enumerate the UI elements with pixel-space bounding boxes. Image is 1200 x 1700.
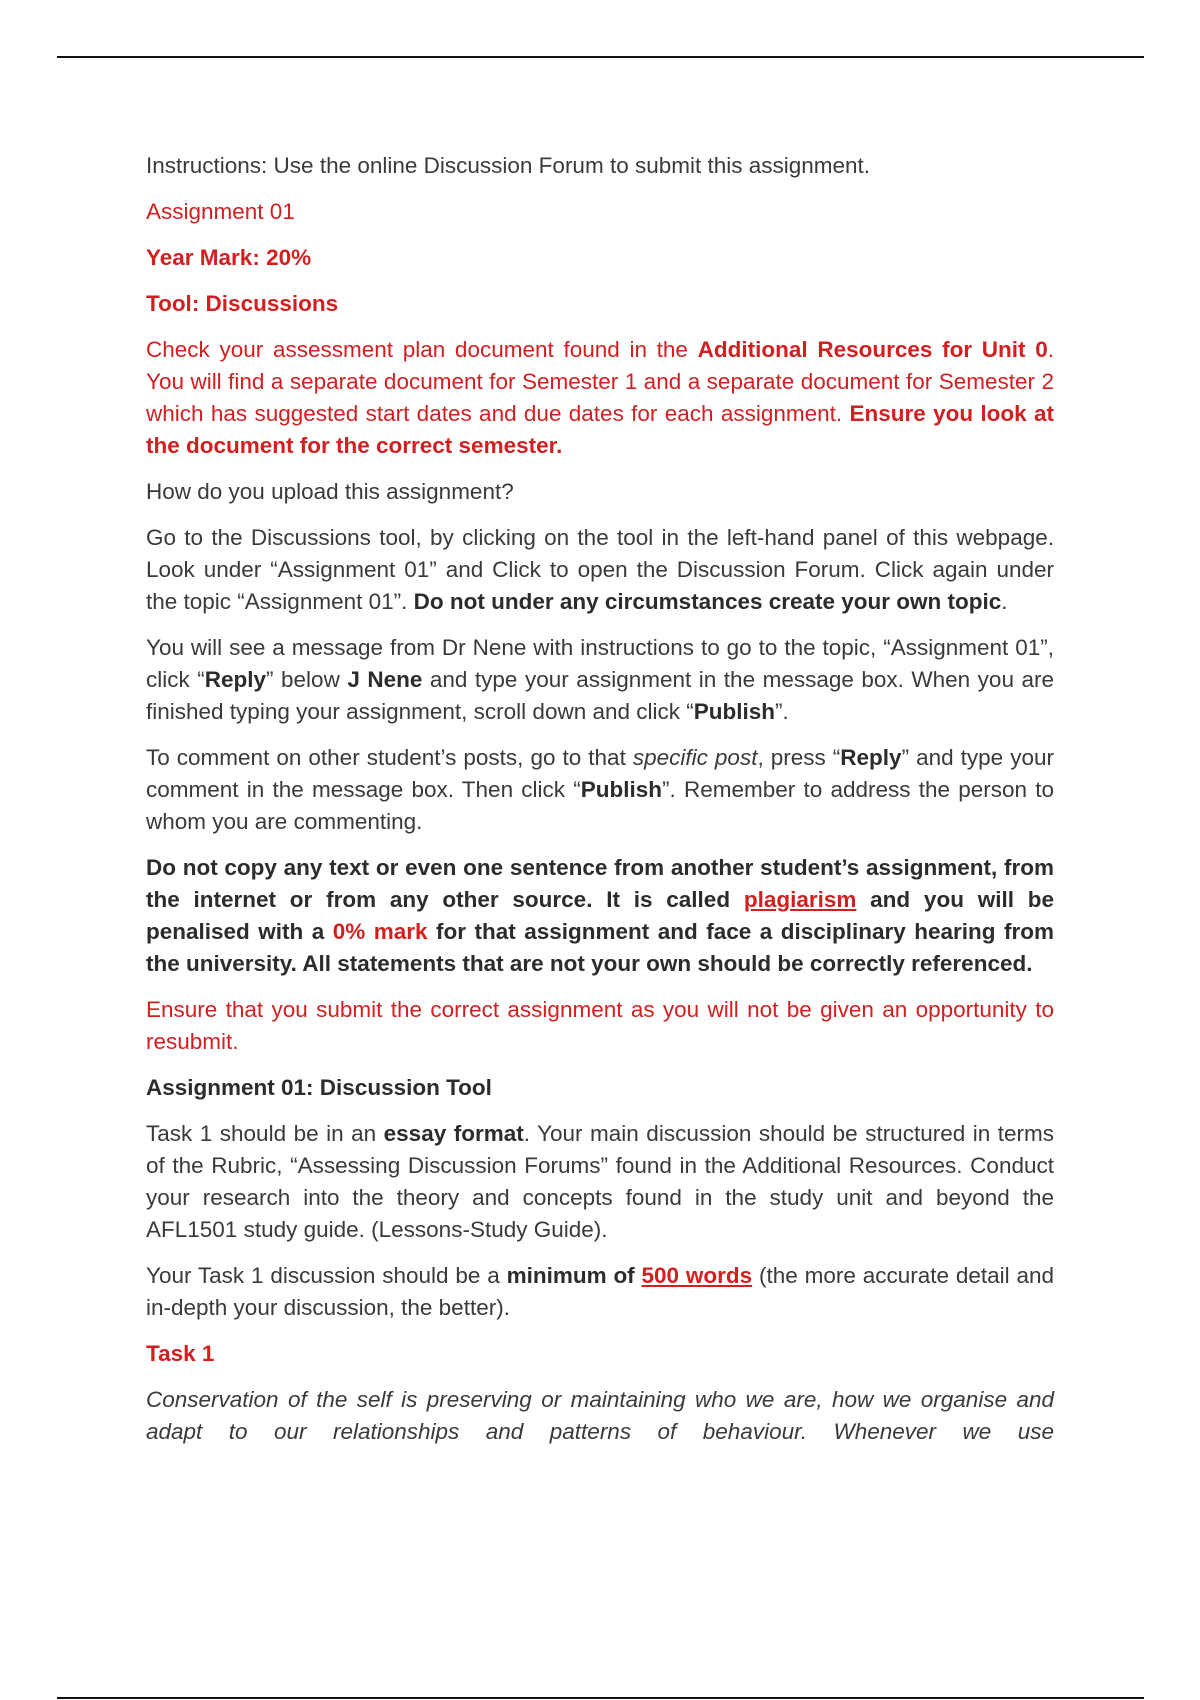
go-to-text-2: . [1001,589,1008,614]
top-rule [57,56,1144,58]
j-nene-emphasis: J Nene [347,667,423,692]
assignment-title: Assignment 01 [146,199,295,224]
how-upload-question: How do you upload this assignment? [146,479,514,504]
minimum-of-emphasis: minimum of [506,1263,642,1288]
conservation-paragraph: Conservation of the self is preserving or maintaining who we are, how we organise and adapt to our relationships and patterns of behaviour. Whenever we use [146,1387,1054,1444]
words-text-1: Your Task 1 discussion should be a [146,1263,507,1288]
comment-text-3: ” and type your comment in the message box. Then click “ [146,745,1054,802]
task-text-2: . Your main discussion should be structured in terms of the Rubric, “Assessing Discussion Forums” found in the Additional Resources. Conduct your research into the theory and concepts found in the study unit and beyond the AFL1501 study guide. (Lessons-Study Guide). [146,1121,1054,1242]
plagiarism-text-2: and you will be penalised with a [146,887,1054,944]
comment-text-4: ”. Remember to address the person to whom you are commenting. [146,777,1054,834]
go-to-text-1: Go to the Discussions tool, by clicking on the tool in the left-hand panel of this webpage. Look under “Assignment 01” and Click to open the Discussion Forum. Click again under the topic “Assignment 01”. [146,525,1054,614]
task-text-1: Task 1 should be in an [146,1121,384,1146]
document-page [146,150,1054,1462]
plagiarism-warning [146,852,1054,980]
tool-label: Tool: Discussions [146,291,339,316]
instructions-line: Instructions: Use the online Discussion Forum to submit this assignment. [146,153,871,178]
check-text-2: . You will find a separate document for Semester 1 and a separate document for Semester 2 which has suggested start dates and due dates for each assignment. [146,337,1054,426]
plagiarism-link[interactable]: plagiarism [743,887,857,912]
task-heading: Task 1 [146,1341,215,1366]
go-to-paragraph [146,522,1054,618]
specific-post-italic: specific post [632,745,758,770]
comment-text-2: , press “ [757,745,841,770]
resubmit-warning: Ensure that you submit the correct assignment as you will not be given an opportunity to resubmit. [146,997,1054,1054]
publish-emphasis: Publish [693,699,776,724]
plagiarism-text-1: Do not copy any text or even one sentence from another student’s assignment, from the internet or from any other source. It is called [146,855,1054,912]
you-will-paragraph [146,632,1054,728]
plagiarism-text-3: for that assignment and face a disciplinary hearing from the university. All statements that are not your own should be correctly referenced. [146,919,1055,976]
you-will-text-2: ” below [266,667,348,692]
check-text-1: Check your assessment plan document found in the [146,337,698,362]
bottom-rule [57,1697,1144,1699]
comment-paragraph [146,742,1054,838]
year-mark: Year Mark: 20% [146,245,312,270]
you-will-text-1: You will see a message from Dr Nene with instructions to go to the topic, “Assignment 01”, click “ [146,635,1054,692]
correct-semester-emphasis: Ensure you look at the document for the correct semester. [146,401,1054,458]
section-title: Assignment 01: Discussion Tool [146,1075,492,1100]
zero-percent-mark: 0% mark [332,919,428,944]
no-own-topic-emphasis: Do not under any circumstances create your own topic [413,589,1002,614]
check-paragraph [146,334,1054,462]
reply-emphasis: Reply [204,667,267,692]
you-will-text-4: ”. [775,699,789,724]
you-will-text-3: and type your assignment in the message box. When you are finished typing your assignment, scroll down and click “ [146,667,1054,724]
comment-publish-emphasis: Publish [580,777,663,802]
task-paragraph [146,1118,1054,1246]
comment-reply-emphasis: Reply [840,745,902,770]
words-text-2: (the more accurate detail and in-depth your discussion, the better). [146,1263,1054,1320]
additional-resources-emphasis: Additional Resources for Unit 0 [697,337,1048,362]
comment-text-1: To comment on other student’s posts, go to that [146,745,633,770]
word-count-link: 500 words [641,1263,753,1288]
words-paragraph [146,1260,1054,1324]
essay-format-emphasis: essay format [383,1121,524,1146]
